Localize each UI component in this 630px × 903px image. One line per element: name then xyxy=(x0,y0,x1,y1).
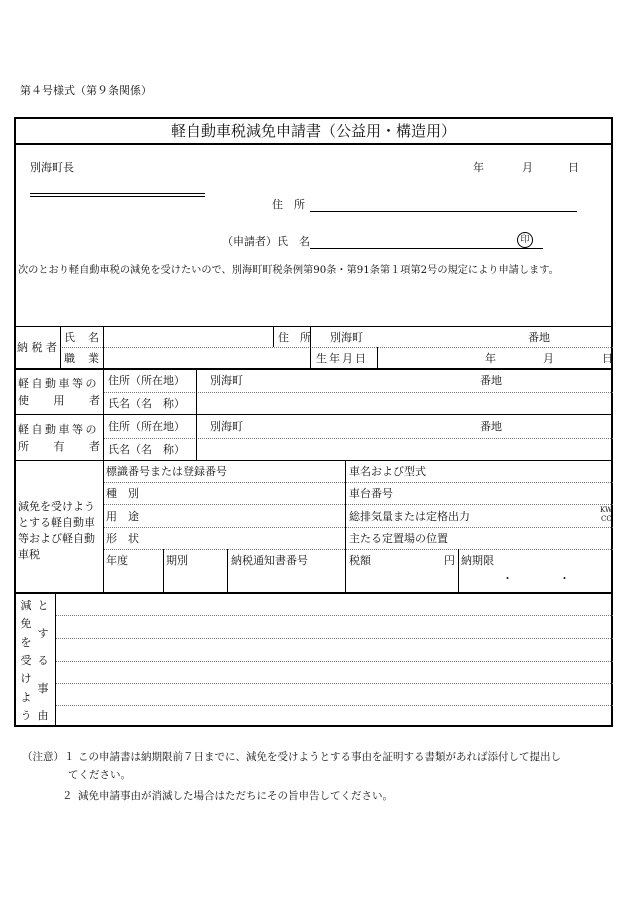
date-month[interactable]: 月 xyxy=(522,161,533,174)
taxpayer-birth-label: 生年月日 xyxy=(316,352,368,365)
taxpayer-town: 別海町 xyxy=(330,331,363,344)
date-day[interactable]: 日 xyxy=(568,161,579,174)
user-town: 別海町 xyxy=(210,374,243,387)
taxpayer-occupation-field[interactable] xyxy=(104,348,309,367)
reason-label-col1: 減 免 を 受 け よ う xyxy=(20,599,32,722)
yen-label: 円 xyxy=(444,554,455,567)
applicant-address-field[interactable] xyxy=(310,211,577,212)
shape-label: 形 状 xyxy=(106,532,139,545)
due-date-sep-1: ・ xyxy=(502,572,513,585)
applicant-name-label: （申請者）氏 名 xyxy=(222,235,310,248)
applicant-name-field[interactable] xyxy=(310,248,543,249)
plate-number-label: 標識番号または登録番号 xyxy=(106,465,227,478)
chassis-label: 車台番号 xyxy=(349,487,393,500)
tax-amount-label: 税額 xyxy=(349,554,371,567)
period-label: 期別 xyxy=(166,554,188,567)
owner-name-label: 氏名（名 称） xyxy=(108,443,185,456)
vehicle-group-label: 減免を受けよう とする軽自動車 等および軽自動 車税 xyxy=(18,500,95,561)
user-name-field[interactable] xyxy=(197,393,612,413)
note-2-number: ２ xyxy=(62,790,73,802)
reason-line-4[interactable] xyxy=(56,683,613,684)
unit-kw: KW xyxy=(600,506,613,514)
due-date-sep-2: ・ xyxy=(559,572,570,585)
reason-line-1[interactable] xyxy=(56,615,613,616)
birth-month[interactable]: 月 xyxy=(543,352,554,365)
date-year[interactable]: 年 xyxy=(473,161,484,174)
use-label: 用 途 xyxy=(106,510,139,523)
reason-label-col2: と す る 事 由 xyxy=(37,599,49,722)
taxpayer-banchi: 番地 xyxy=(528,331,550,344)
title-divider xyxy=(14,143,613,145)
fiscal-year-label: 年度 xyxy=(106,554,128,567)
type-label: 種 別 xyxy=(106,487,139,500)
user-label-top: 軽自動車等の xyxy=(18,377,99,390)
taxpayer-name-field[interactable] xyxy=(104,327,272,346)
note-1-line-2: てください。 xyxy=(68,769,131,781)
user-banchi: 番地 xyxy=(480,374,502,387)
displacement-label: 総排気量または定格出力 xyxy=(349,510,470,523)
user-name-label: 氏名（名 称） xyxy=(108,397,185,410)
owner-name-field[interactable] xyxy=(197,439,612,459)
unit-cc: CC xyxy=(601,515,612,523)
form-number: 第４号様式（第９条関係） xyxy=(20,84,152,97)
taxpayer-label: 納 税 者 xyxy=(17,341,57,354)
reason-line-2[interactable] xyxy=(56,638,613,639)
applicant-address-label: 住 所 xyxy=(272,198,305,211)
owner-label-bottom: 所 有 者 xyxy=(18,440,100,453)
owner-town: 別海町 xyxy=(210,420,243,433)
taxpayer-address-label: 住 所 xyxy=(278,331,311,344)
reason-line-3[interactable] xyxy=(56,661,613,662)
form-title: 軽自動車税減免申請書（公益用・構造用） xyxy=(170,122,456,140)
owner-address-label: 住所（所在地） xyxy=(108,420,185,433)
application-statement: 次のとおり軽自動車税の減免を受けたいので、別海町町税条例第90条・第91条第１項第2号の規定により申請します。 xyxy=(18,265,559,276)
note-1-line-1: この申請書は納期限前７日までに、減免を受けようとする事由を証明する書類があれば添付して提出し xyxy=(78,751,561,763)
notice-number-label: 納税通知書番号 xyxy=(231,554,308,567)
taxpayer-name-label: 氏 名 xyxy=(64,331,99,344)
note-2: 減免申請事由が消滅した場合はただちにその旨申告してください。 xyxy=(78,790,393,802)
addressee: 別海町長 xyxy=(30,161,74,174)
user-address-label: 住所（所在地） xyxy=(108,374,185,387)
addressee-underline-2 xyxy=(30,196,205,197)
taxpayer-occupation-label: 職 業 xyxy=(64,352,99,365)
due-date-label: 納期限 xyxy=(461,554,494,567)
model-label: 車名および型式 xyxy=(349,465,426,478)
notes-heading: （注意）１ xyxy=(22,751,75,763)
owner-banchi: 番地 xyxy=(480,420,502,433)
seal-mark: 印 xyxy=(517,232,533,248)
birth-year[interactable]: 年 xyxy=(485,352,496,365)
location-label: 主たる定置場の位置 xyxy=(349,532,448,545)
user-label-bottom: 使 用 者 xyxy=(18,394,100,407)
reason-line-5[interactable] xyxy=(56,705,613,706)
birth-day[interactable]: 日 xyxy=(602,352,613,365)
addressee-underline xyxy=(30,193,205,194)
owner-label-top: 軽自動車等の xyxy=(18,423,99,436)
